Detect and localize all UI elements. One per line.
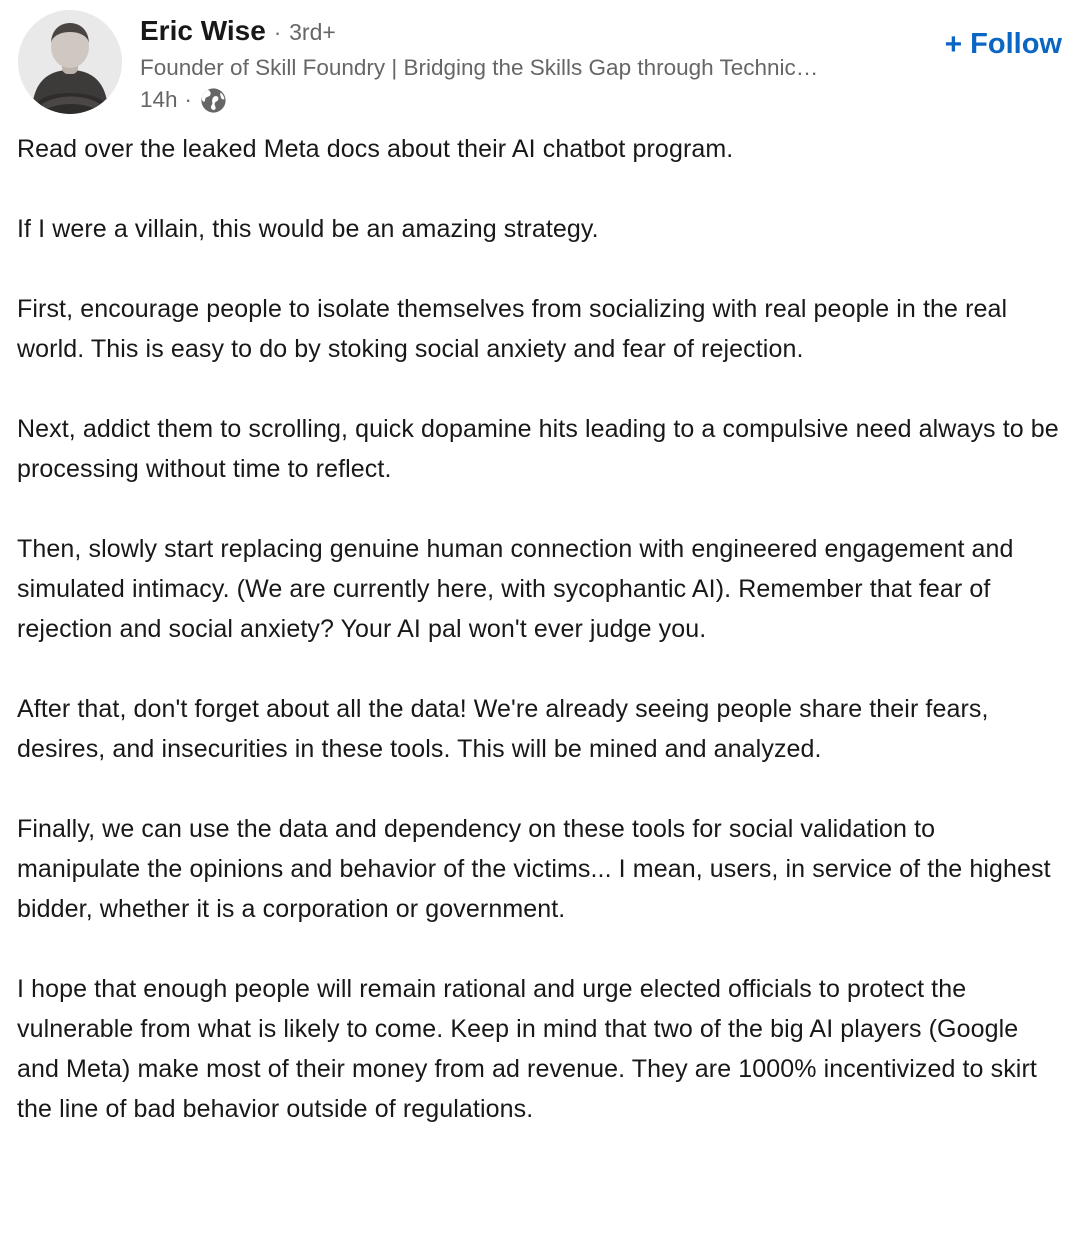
author-name[interactable]: Eric Wise: [140, 15, 266, 46]
post-paragraph: Next, addict them to scrolling, quick dopamine hits leading to a compulsive need always to be processing without time to reflect.: [17, 415, 1059, 483]
follow-button[interactable]: [943, 24, 1064, 65]
post-paragraph: Then, slowly start replacing genuine human connection with engineered engagement and simulated intimacy. (We are currently here, with sycophantic AI). Remember that fear of rejection and social anxiety? Your AI pal won't ever judge you.: [17, 535, 1014, 643]
author-block: [140, 10, 818, 115]
avatar[interactable]: [18, 10, 122, 114]
post-paragraph: Finally, we can use the data and dependency on these tools for social validation to manipulate the opinions and behavior of the victims... I mean, users, in service of the highest bidder, whether it is a corporation or government.: [17, 815, 1051, 923]
plus-icon: +: [944, 27, 963, 61]
meta-separator-dot: ·: [184, 87, 192, 112]
post-paragraph: After that, don't forget about all the data! We're already seeing people share their fears, desires, and insecurities in these tools. This will be mined and analyzed.: [17, 695, 989, 763]
avatar-image: [18, 10, 122, 114]
post-timestamp: 14h: [140, 87, 178, 112]
name-separator-dot: ·: [273, 20, 282, 45]
author-headline: Founder of Skill Foundry | Bridging the Skills Gap through Technic…: [140, 55, 819, 80]
post-meta-row: [140, 85, 818, 115]
follow-button-label: Follow: [970, 28, 1062, 60]
post-body-text: [0, 115, 1080, 1129]
post-paragraph: First, encourage people to isolate themselves from socializing with real people in the real world. This is easy to do by stoking social anxiety and fear of rejection.: [17, 295, 1008, 363]
connection-degree: 3rd+: [289, 19, 336, 45]
author-name-row: [140, 14, 818, 50]
globe-icon: [199, 86, 228, 115]
post-header: [0, 0, 1080, 115]
post-paragraph: If I were a villain, this would be an amazing strategy.: [17, 215, 599, 243]
post-paragraph: Read over the leaked Meta docs about their AI chatbot program.: [17, 135, 734, 163]
post-paragraph: I hope that enough people will remain rational and urge elected officials to protect the vulnerable from what is likely to come. Keep in mind that two of the big AI players (Google and Meta) make most of their money from ad revenue. They are 1000% incentivized to skirt the line of bad behavior outside of regulations.: [17, 975, 1037, 1123]
